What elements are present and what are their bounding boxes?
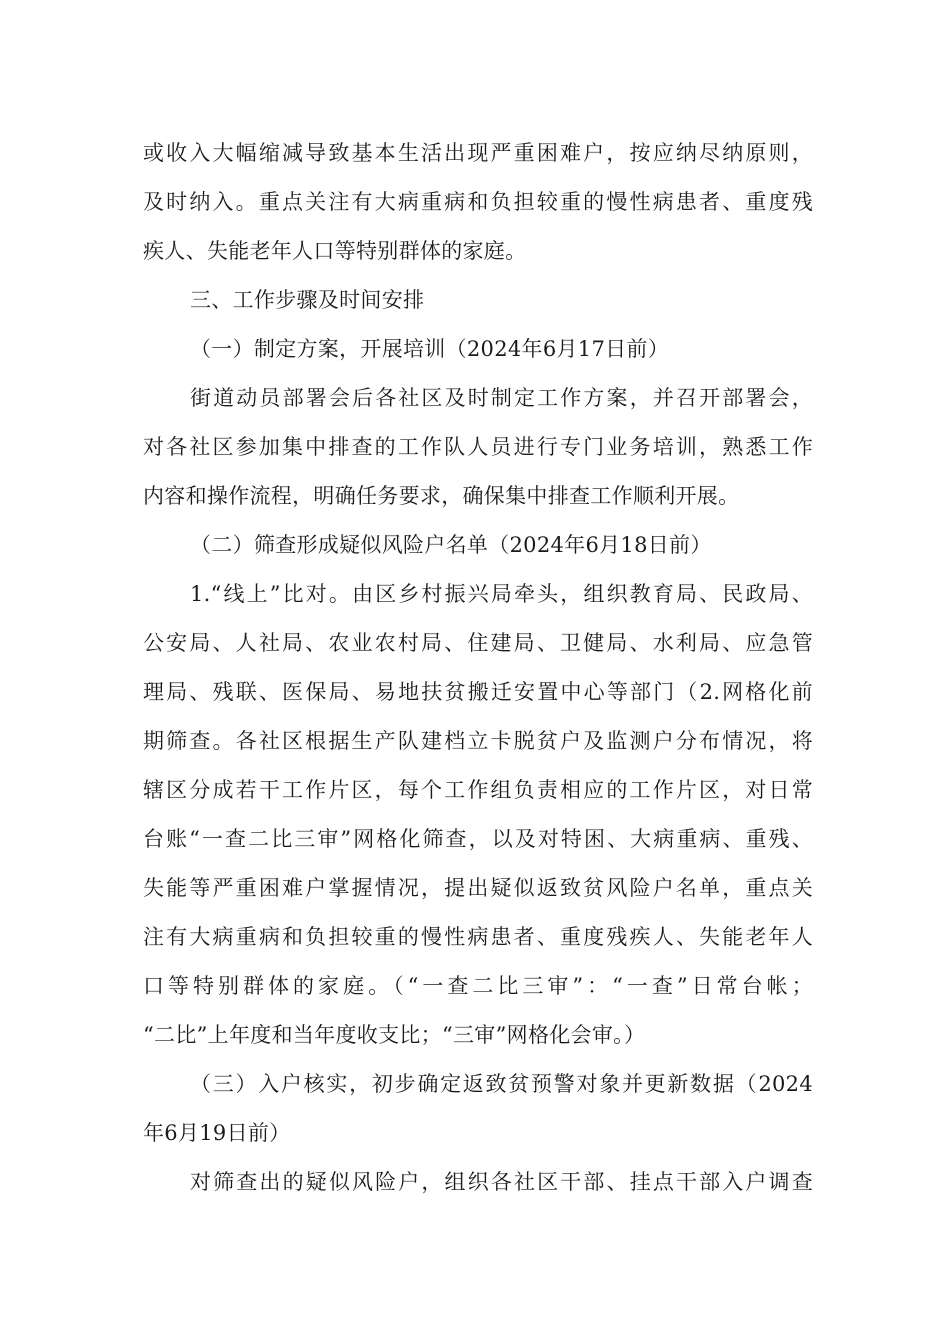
section-heading: 三、工作步骤及时间安排 xyxy=(190,288,425,312)
paragraph-line: 街道动员部署会后各社区及时制定工作方案，并召开部署会， xyxy=(190,386,813,410)
paragraph-line: 公安局、人社局、农业农村局、住建局、卫健局、水利局、应急管 xyxy=(143,631,813,655)
paragraph-line: 1.“线上”比对。由区乡村振兴局牵头，组织教育局、民政局、 xyxy=(190,582,813,606)
subsection-heading-continued: 年6月19日前） xyxy=(143,1121,291,1145)
paragraph-line: 或收入大幅缩减导致基本生活出现严重困难户，按应纳尽纳原则， xyxy=(143,141,813,165)
paragraph-line: 台账“一查二比三审”网格化筛查，以及对特困、大病重病、重残、 xyxy=(143,827,813,851)
paragraph-line: 对各社区参加集中排查的工作队人员进行专门业务培训，熟悉工作 xyxy=(143,435,813,459)
paragraph-line: 注有大病重病和负担较重的慢性病患者、重度残疾人、失能老年人 xyxy=(143,925,813,949)
paragraph-line: 及时纳入。重点关注有大病重病和负担较重的慢性病患者、重度残 xyxy=(143,190,813,214)
paragraph-line: 失能等严重困难户掌握情况，提出疑似返致贫风险户名单，重点关 xyxy=(143,876,813,900)
paragraph-line: 疾人、失能老年人口等特别群体的家庭。 xyxy=(143,239,527,263)
paragraph-line: 期筛查。各社区根据生产队建档立卡脱贫户及监测户分布情况，将 xyxy=(143,729,813,753)
paragraph-line: 辖区分成若干工作片区，每个工作组负责相应的工作片区，对日常 xyxy=(143,778,813,802)
subsection-heading: （一）制定方案，开展培训（2024年6月17日前） xyxy=(190,337,670,361)
paragraph-line: 对筛查出的疑似风险户，组织各社区干部、挂点干部入户调查 xyxy=(190,1170,813,1194)
paragraph-line: 内容和操作流程，明确任务要求，确保集中排查工作顺利开展。 xyxy=(143,484,740,508)
paragraph-line: 理局、残联、医保局、易地扶贫搬迁安置中心等部门（2.网格化前 xyxy=(143,680,813,704)
paragraph-line: “二比”上年度和当年度收支比；“三审”网格化会审。） xyxy=(143,1023,646,1047)
subsection-heading: （二）筛查形成疑似风险户名单（2024年6月18日前） xyxy=(190,533,712,557)
subsection-heading: （三）入户核实，初步确定返致贫预警对象并更新数据（2024 xyxy=(190,1072,813,1096)
paragraph-line: 口等特别群体的家庭。（“一查二比三审”：“一查”日常台帐； xyxy=(143,974,813,998)
